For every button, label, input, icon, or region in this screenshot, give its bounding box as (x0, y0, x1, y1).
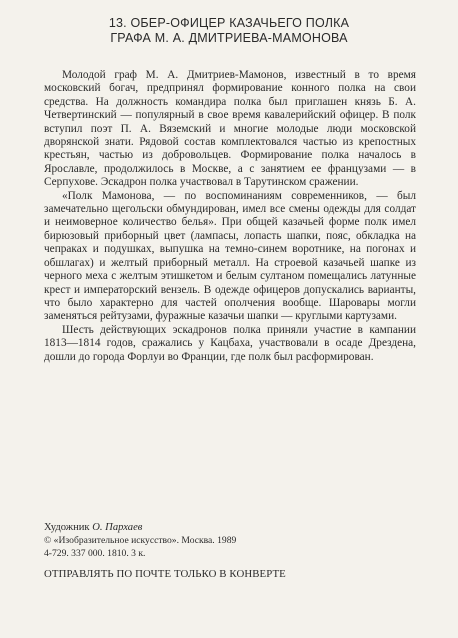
credits-block (44, 521, 424, 560)
paragraph-1: Молодой граф М. А. Дмитриев-Мамонов, известный в то время московский богач, предпринял формирование конного полка на свои средства. На должность командира полка был приглашен князь Б. А. Четвертинский — популярный в свое время кавалерийский офицер. В полк вступил поэт П. А. Вяземский и многие молодые люди московской дворянской знати. Рядовой состав комплектовался частью из крепостных крестьян, частью из добровольцев. Формирование полка началось в Ярославле, продолжилось в Москве, а с занятием ее французами — в Серпухове. Эскадрон полка участвовал в Тарутинском сражении. (44, 69, 416, 189)
paragraph-2: «Полк Мамонова, — по воспоминаниям современников, — был замечательно щегольски обмундирован, имел все смены одежды для солдат и неимоверное количество белья». При общей казачьей форме полк имел бирюзовый приборный цвет (лампасы, лопасть шапки, пояс, обкладка на чепраках и подушках, выпушка на темно-синем воротнике, на погонах и обшлагах) и желтый приборный металл. На строевой казачьей шапке из черного меха с желтым этишкетом и белым султаном помещались латунные крест и императорский вензель. В одежде офицеров допускались варианты, что было характерно для частей ополчения вообще. Шаровары могли заменяться рейтузами, фуражные казачьи шапки — круглыми картузами. (44, 189, 416, 323)
body-text (44, 69, 416, 364)
title-block (0, 16, 458, 46)
artist-line (44, 521, 424, 534)
paragraph-3: Шесть действующих эскадронов полка приняли участие в кампании 1813—1814 годов, сражались у Кацбаха, участвовали в осаде Дрездена, дошли до города Форлуи во Франции, где полк был расформирован. (44, 323, 416, 363)
artist-name: О. Пархаев (92, 522, 143, 533)
publisher-line: © «Изобразительное искусство». Москва. 1989 (44, 535, 237, 546)
artist-label: Художник (44, 522, 90, 533)
title-line-2: ГРАФА М. А. ДМИТРИЕВА-МАМОНОВА (110, 31, 348, 45)
mailing-notice: ОТПРАВЛЯТЬ ПО ПОЧТЕ ТОЛЬКО В КОНВЕРТЕ (44, 568, 286, 580)
print-code-line: 4-729. 337 000. 1810. 3 к. (44, 548, 146, 559)
title-line-1: 13. ОБЕР-ОФИЦЕР КАЗАЧЬЕГО ПОЛКА (108, 16, 350, 30)
